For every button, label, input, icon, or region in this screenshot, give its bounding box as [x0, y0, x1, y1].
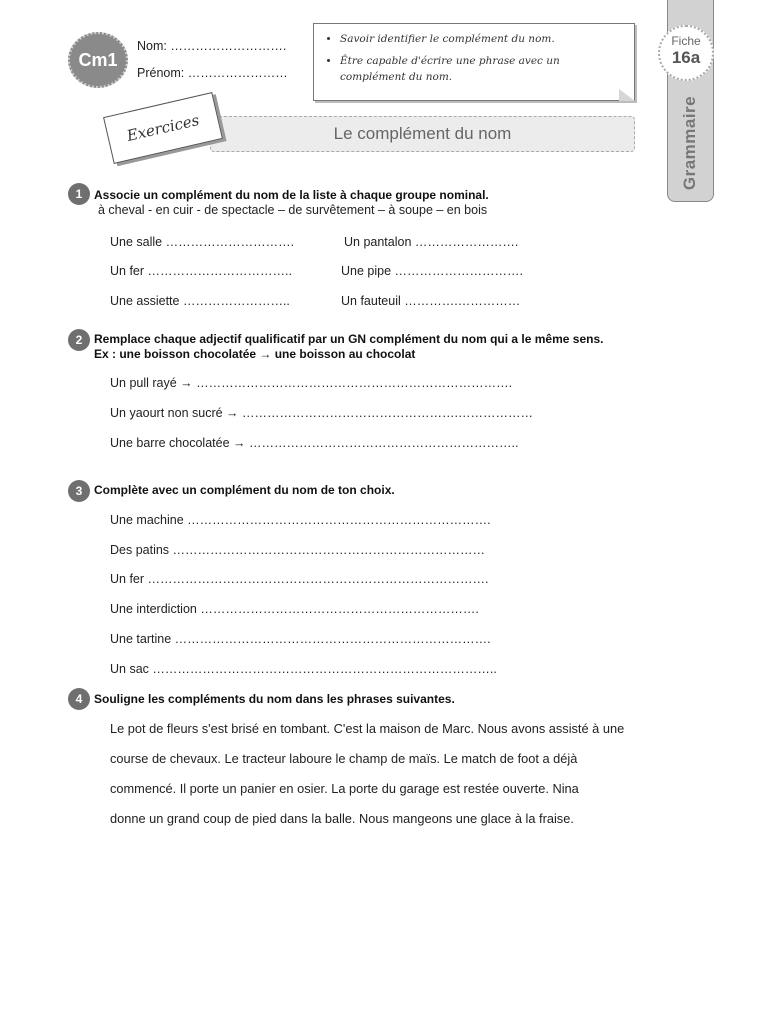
exercise-text-line: donne un grand coup de pied dans la balle. Nous mangeons une glace à la fraise. — [110, 811, 574, 826]
exercise-number-badge: 1 — [68, 183, 90, 205]
exercise-number-badge: 2 — [68, 329, 90, 351]
answer-line[interactable]: Une interdiction …………………………………………………………. — [110, 602, 479, 616]
exercise-example: Ex : une boisson chocolatée → une boisson au chocolat — [94, 347, 416, 361]
fiche-number: 16a — [671, 48, 701, 67]
exercise-text-line: course de chevaux. Le tracteur laboure le champ de maïs. Le match de foot a déjà — [110, 751, 578, 766]
exercise-instruction: Remplace chaque adjectif qualificatif par un GN complément du nom qui a le même sens. — [94, 332, 604, 346]
page-fold-decoration — [619, 89, 635, 101]
answer-line[interactable]: Un fauteuil ………….…………… — [341, 294, 521, 308]
answer-line[interactable]: Une tartine …………………………………………………………………. — [110, 632, 491, 646]
answer-line[interactable]: Un sac ……………………………………………………………………….. — [110, 662, 497, 676]
exercise-instruction: Souligne les compléments du nom dans les phrases suivantes. — [94, 692, 455, 706]
word-list: à cheval - en cuir - de spectacle – de survêtement – à soupe – en bois — [98, 203, 488, 217]
subject-tab-label: Grammaire — [680, 95, 700, 191]
exercise-instruction: Complète avec un complément du nom de ton choix. — [94, 483, 395, 497]
fiche-label: Fiche — [671, 34, 701, 48]
answer-line[interactable]: Un fer …………………………….. — [110, 264, 292, 278]
exercise-text-line: Le pot de fleurs s'est brisé en tombant. C'est la maison de Marc. Nous avons assisté à une — [110, 721, 625, 736]
answer-line[interactable]: Une barre chocolatée → ……………………………………………………….. — [110, 436, 519, 450]
exercise-number-badge: 3 — [68, 480, 90, 502]
prenom-field[interactable]: Prénom: …………………… — [137, 66, 288, 80]
exercise-number-badge: 4 — [68, 688, 90, 710]
exercise-instruction: Associe un complément du nom de la liste à chaque groupe nominal. — [94, 188, 489, 202]
answer-line[interactable]: Un pantalon ……………………. — [344, 235, 519, 249]
fiche-badge — [658, 25, 714, 81]
objective-item: complément du nom. — [340, 71, 453, 83]
objective-item: • Être capable d'écrire une phrase avec un — [340, 50, 626, 72]
answer-line[interactable]: Une salle …………………………. — [110, 235, 295, 249]
exercises-card: Exercices — [103, 92, 223, 164]
answer-line[interactable]: Des patins ………………………………………………………………… — [110, 543, 486, 557]
level-badge: Cm1 — [68, 32, 128, 88]
answer-line[interactable]: Un pull rayé → …………………………………………………………………. — [110, 376, 513, 390]
objective-item: • Savoir identifier le complément du nom. — [340, 28, 626, 50]
objectives-box — [313, 23, 635, 101]
answer-line[interactable]: Une assiette …………………….. — [110, 294, 290, 308]
page-title: Le complément du nom — [333, 124, 512, 143]
answer-line[interactable]: Une pipe …………………………. — [341, 264, 523, 278]
answer-line[interactable]: Un fer ………………………………………………………………………. — [110, 572, 489, 586]
exercise-text-line: commencé. Il porte un panier en osier. La porte du garage est restée ouverte. Nina — [110, 781, 579, 796]
answer-line[interactable]: Un yaourt non sucré → …………………………………………….……………… — [110, 406, 533, 420]
answer-line[interactable]: Une machine ………………………………………………………………. — [110, 513, 491, 527]
nom-field[interactable]: Nom: ………………………. — [137, 39, 287, 53]
